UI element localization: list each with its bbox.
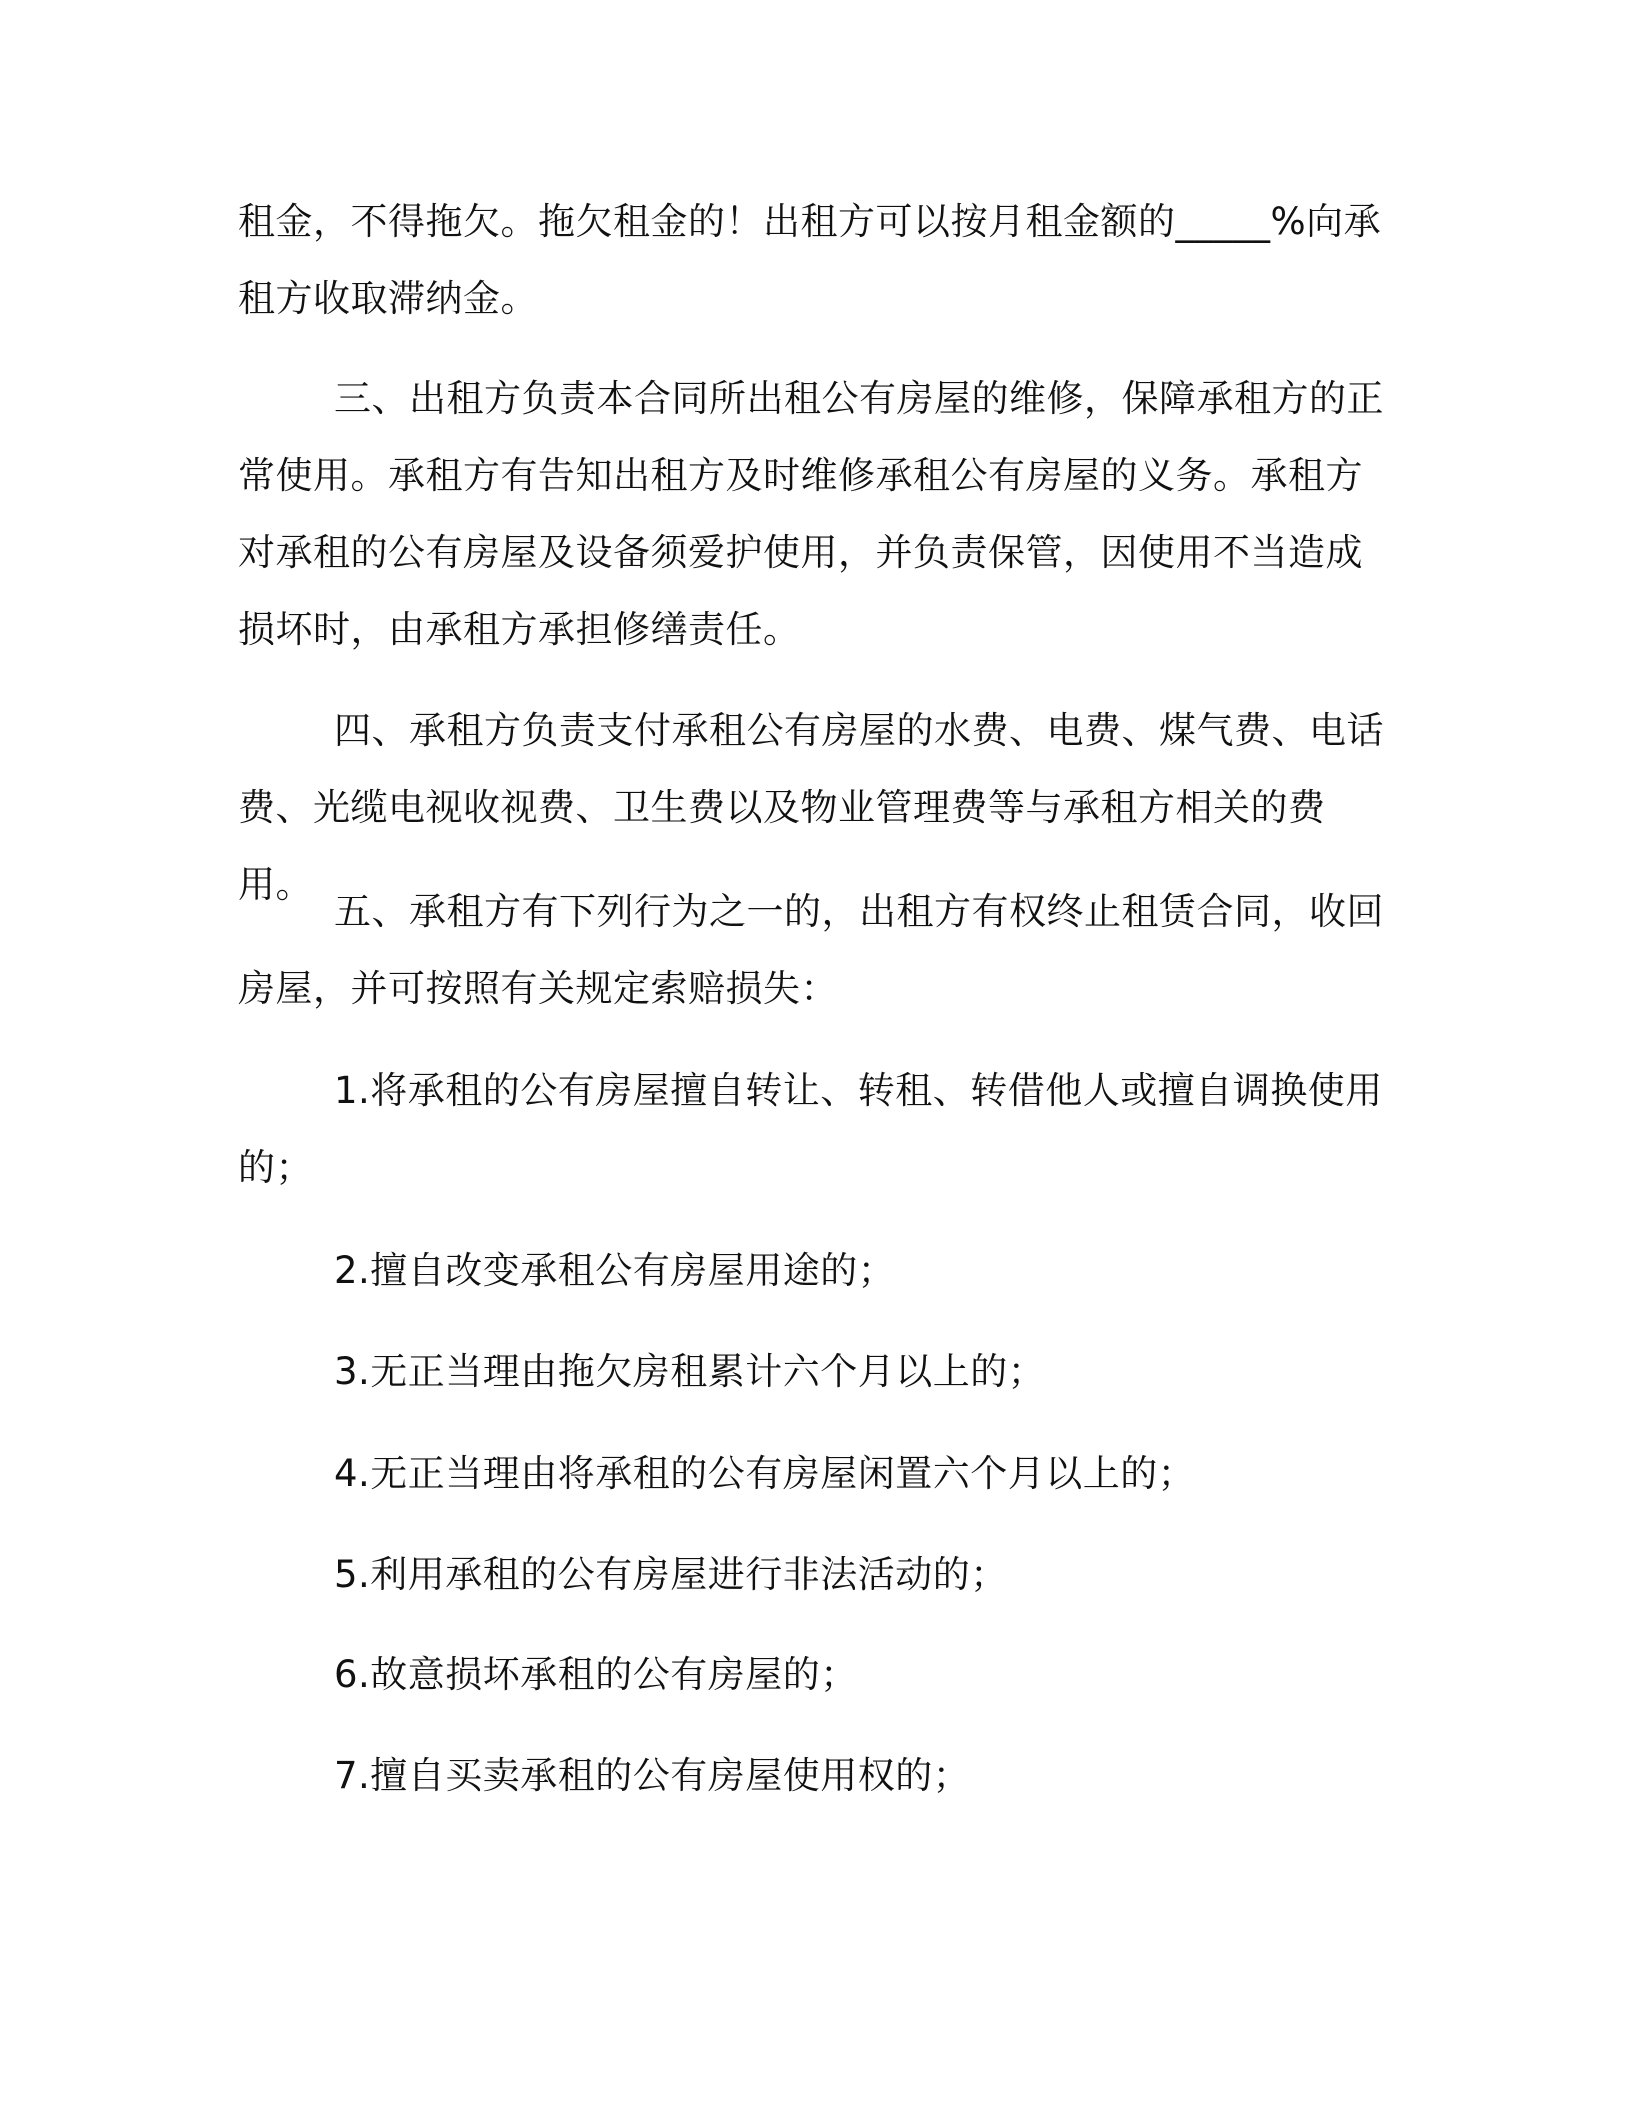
list-item-2: 2.擅自改变承租公有房屋用途的； [334,1249,896,1292]
paragraph-clause-4: 四、承租方负责支付承租公有房屋的水费、电费、煤气费、电话费、光缆电视收视费、卫生费以及物业管理费等与承租方相关的费用。 [238,709,1384,906]
list-item-3: 3.无正当理由拖欠房租累计六个月以上的； [334,1350,1046,1393]
paragraph-late-fee: 租金，不得拖欠。拖欠租金的！出租方可以按月租金额的_____%向承租方收取滞纳金。 [238,200,1382,320]
paragraph-clause-3: 三、出租方负责本合同所出租公有房屋的维修，保障承租方的正常使用。承租方有告知出租方及时维修承租公有房屋的义务。承租方对承租的公有房屋及设备须爱护使用，并负责保管，因使用不当造成损坏时，由承租方承担修缮责任。 [238,377,1384,651]
paragraph-clause-5: 五、承租方有下列行为之一的，出租方有权终止租赁合同，收回房屋，并可按照有关规定索赔损失： [238,890,1384,1010]
list-item-5: 5.利用承租的公有房屋进行非法活动的； [334,1553,1008,1596]
list-item-6: 6.故意损坏承租的公有房屋的； [334,1653,858,1696]
list-item-4: 4.无正当理由将承租的公有房屋闲置六个月以上的； [334,1452,1196,1495]
list-item-1: 1.将承租的公有房屋擅自转让、转租、转借他人或擅自调换使用的； [238,1069,1383,1189]
list-item-7: 7.擅自买卖承租的公有房屋使用权的； [334,1754,971,1797]
